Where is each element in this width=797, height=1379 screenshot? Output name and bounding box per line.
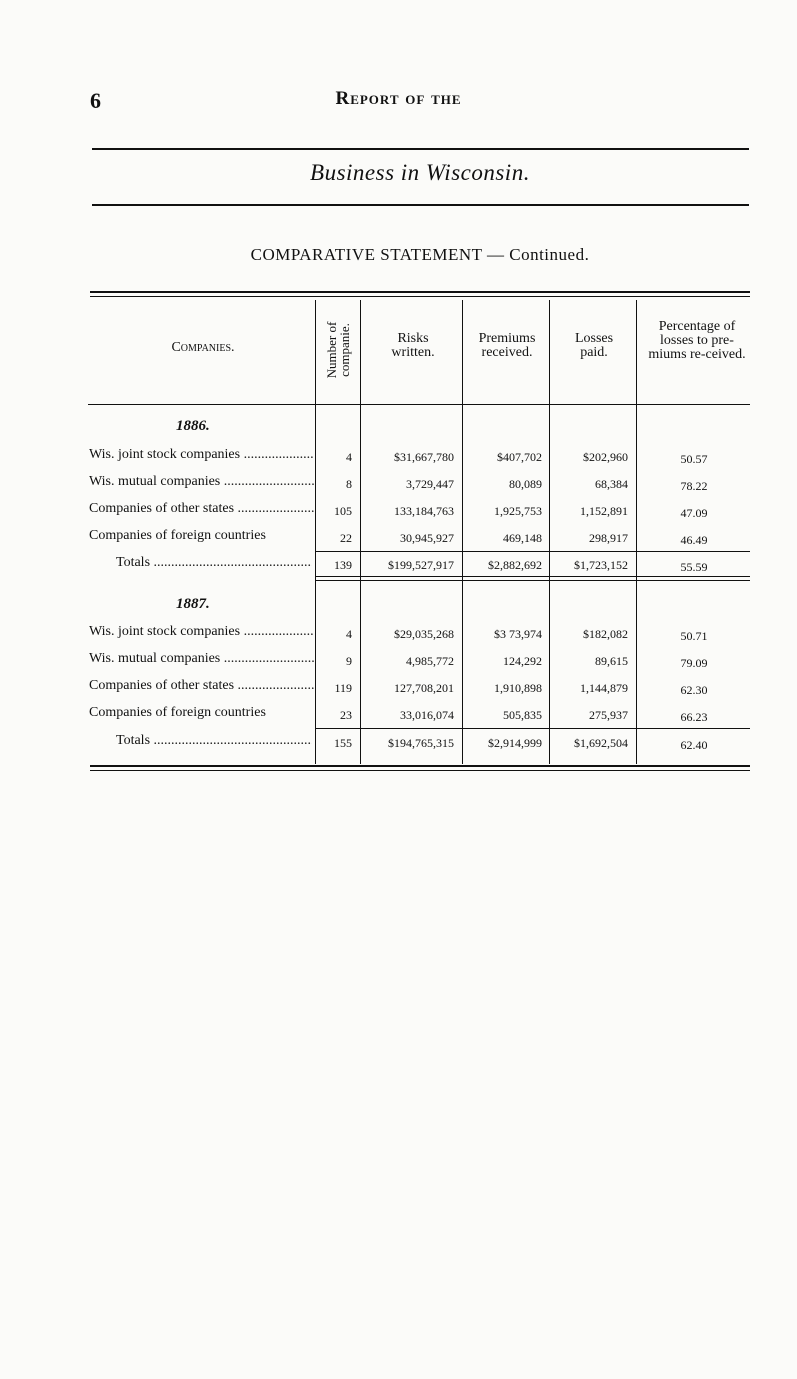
cell-risks: 127,708,201	[394, 681, 454, 695]
cell-risks: 3,729,447	[406, 477, 454, 491]
row-label: Wis. mutual companies .....	[89, 651, 314, 667]
header-bottom-rule	[88, 404, 750, 405]
cell-losses: 1,152,891	[580, 504, 628, 518]
totals-losses: $1,692,504	[574, 736, 628, 750]
cell-risks: 33,016,074	[400, 708, 454, 722]
cell-losses: 275,937	[589, 708, 628, 722]
totals-risks: $199,527,917	[388, 558, 454, 572]
cell-percentage: 62.30	[680, 683, 708, 697]
totals-label: Totals .....	[116, 733, 312, 749]
cell-risks: 4,985,772	[406, 654, 454, 668]
cell-losses: 1,144,879	[580, 681, 628, 695]
table-bottom-rule	[90, 765, 750, 767]
cell-percentage: 50.71	[680, 629, 708, 643]
running-head: Report of the	[335, 88, 462, 109]
cell-risks: 30,945,927	[400, 531, 454, 545]
totals-label: Totals .....	[116, 555, 312, 571]
col-divider-5	[636, 300, 637, 764]
cell-premiums: 80,089	[509, 477, 542, 491]
col-divider-2	[360, 300, 361, 764]
section-title: Business in Wisconsin.	[310, 160, 530, 185]
table-bottom-rule-2	[90, 770, 750, 771]
cell-percentage: 50.57	[680, 452, 708, 466]
cell-risks: $31,667,780	[394, 450, 454, 464]
totals-bottom-rule	[316, 576, 750, 577]
table-top-rule	[90, 291, 750, 293]
cell-number: 4	[346, 450, 352, 464]
table-top-rule-2	[90, 296, 750, 297]
cell-number: 8	[346, 477, 352, 491]
totals-top-rule	[316, 551, 750, 552]
totals-number: 139	[334, 558, 352, 572]
totals-losses: $1,723,152	[574, 558, 628, 572]
row-label: Companies of foreign countries	[89, 705, 266, 720]
year-1887: 1887.	[176, 596, 210, 612]
cell-losses: 68,384	[595, 477, 628, 491]
cell-number: 4	[346, 627, 352, 641]
page-number: 6	[90, 88, 101, 113]
cell-premiums: 469,148	[503, 531, 542, 545]
cell-losses: $202,960	[583, 450, 628, 464]
cell-premiums: $407,702	[497, 450, 542, 464]
totals-percentage: 62.40	[680, 738, 708, 752]
cell-premiums: 1,910,898	[494, 681, 542, 695]
cell-premiums: 1,925,753	[494, 504, 542, 518]
totals-percentage: 55.59	[680, 560, 708, 574]
cell-number: 9	[346, 654, 352, 668]
cell-premiums: $3 73,974	[494, 627, 542, 641]
header-losses: Losses paid.	[574, 331, 614, 360]
cell-premiums: 124,292	[503, 654, 542, 668]
row-label: Companies of other states .....	[89, 678, 314, 694]
cell-number: 119	[334, 681, 352, 695]
totals-premiums: $2,914,999	[488, 736, 542, 750]
cell-premiums: 505,835	[503, 708, 542, 722]
cell-number: 22	[340, 531, 352, 545]
header-percentage: Percentage of losses to pre-miums re-ceived.	[648, 319, 746, 362]
cell-percentage: 47.09	[680, 506, 708, 520]
col-divider-3	[462, 300, 463, 764]
section-rule-bottom	[92, 204, 749, 206]
header-number: Number of companie.	[324, 321, 352, 379]
cell-losses: $182,082	[583, 627, 628, 641]
year-1886: 1886.	[176, 418, 210, 434]
col-divider-1	[315, 300, 316, 764]
cell-percentage: 78.22	[680, 479, 708, 493]
cell-percentage: 46.49	[680, 533, 708, 547]
row-label: Wis. joint stock companies .....	[89, 447, 314, 463]
row-label: Companies of other states .....	[89, 501, 314, 517]
row-label: Wis. joint stock companies .....	[89, 624, 314, 640]
cell-risks: 133,184,763	[394, 504, 454, 518]
cell-number: 23	[340, 708, 352, 722]
row-label: Wis. mutual companies .....	[89, 474, 314, 490]
totals-risks: $194,765,315	[388, 736, 454, 750]
cell-number: 105	[334, 504, 352, 518]
cell-losses: 298,917	[589, 531, 628, 545]
statement-title: COMPARATIVE STATEMENT — Continued.	[250, 245, 590, 264]
cell-risks: $29,035,268	[394, 627, 454, 641]
header-premiums: Premiums received.	[478, 331, 536, 360]
header-risks: Risks written.	[391, 331, 435, 360]
totals-bottom-rule-2	[316, 580, 750, 581]
totals-number: 155	[334, 736, 352, 750]
cell-losses: 89,615	[595, 654, 628, 668]
col-divider-4	[549, 300, 550, 764]
cell-percentage: 66.23	[680, 710, 708, 724]
row-label: Companies of foreign countries	[89, 528, 266, 543]
totals-premiums: $2,882,692	[488, 558, 542, 572]
section-rule-top	[92, 148, 749, 150]
header-companies: Companies.	[171, 340, 235, 355]
cell-percentage: 79.09	[680, 656, 708, 670]
totals-top-rule	[316, 728, 750, 729]
